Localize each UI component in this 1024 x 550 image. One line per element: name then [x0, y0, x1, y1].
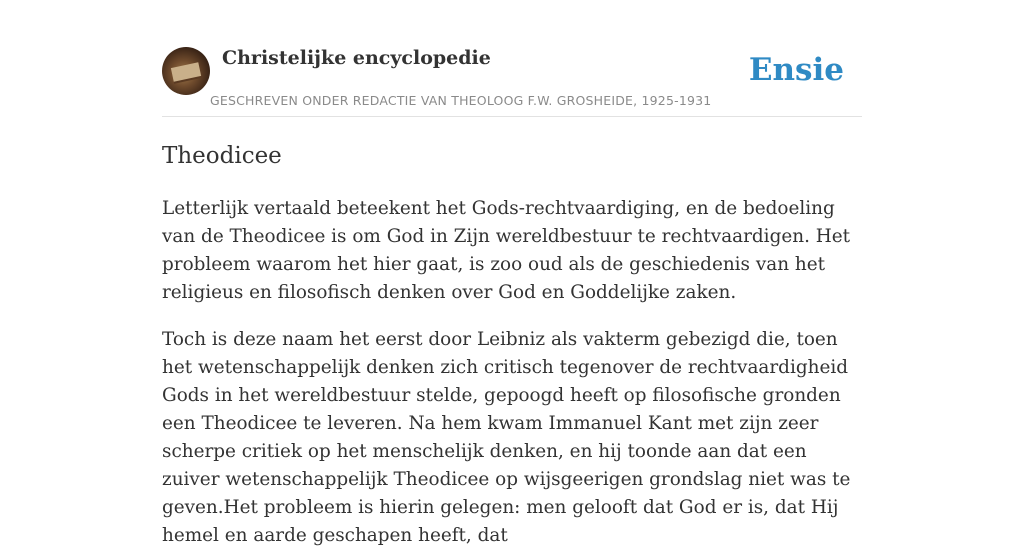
site-header	[162, 0, 862, 117]
page	[162, 0, 862, 550]
site-title[interactable]: Christelijke encyclopedie	[222, 47, 491, 69]
article-body	[162, 195, 862, 550]
article-paragraph: Letterlijk vertaald beteekent het Gods-rechtvaardiging, en de bedoeling van de Theodicee is om God in Zijn wereldbestuur te rechtvaardigen. Het probleem waarom het hier gaat, is zoo oud als de geschiedenis van het religieus en filosofisch denken over God en Goddelijke zaken.	[162, 198, 851, 303]
article-title: Theodicee	[162, 143, 282, 169]
site-subtitle: GESCHREVEN ONDER REDACTIE VAN THEOLOOG F.W. GROSHEIDE, 1925-1931	[210, 93, 712, 108]
book-icon	[171, 62, 201, 82]
encyclopedia-avatar[interactable]	[162, 47, 210, 95]
article-paragraph: Toch is deze naam het eerst door Leibniz als vakterm gebezigd die, toen het wetenschappelijk denken zich critisch tegenover de rechtvaardigheid Gods in het wereldbestuur stelde, gepoogd heeft op filosofische gronden een Theodicee te leveren. Na hem kwam Immanuel Kant met zijn zeer scherpe critiek op het menschelijk denken, en hij toonde aan dat een zuiver wetenschappelijk Theodicee op wijsgeerigen grondslag niet was te geven.Het probleem is hierin gelegen: men gelooft dat God er is, dat Hij hemel en aarde geschapen heeft, dat	[162, 329, 851, 546]
ensie-logo-link[interactable]: Ensie	[748, 52, 844, 88]
